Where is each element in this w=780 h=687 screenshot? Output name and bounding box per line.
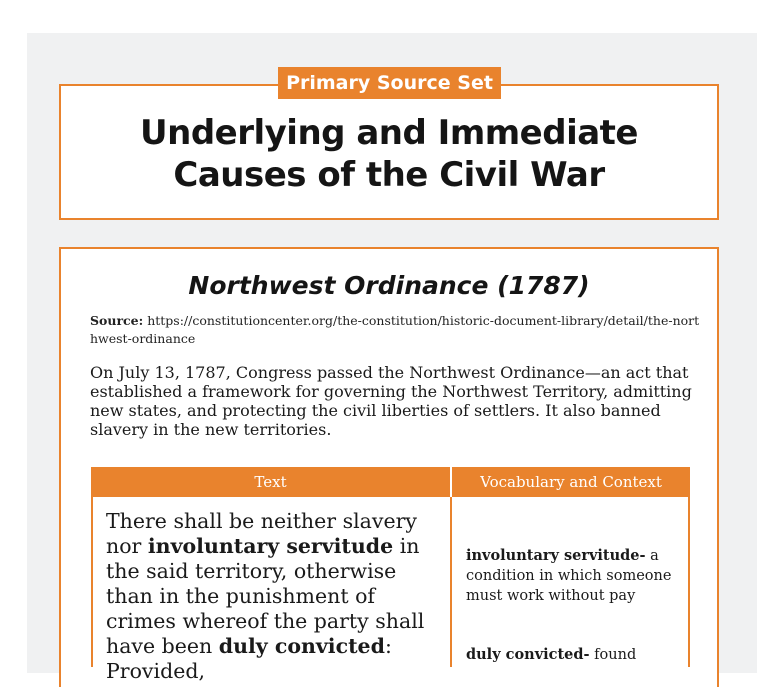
source-url: https://constitutioncenter.org/the-constitution/historic-document-library/detail/the-northwest-ordinance xyxy=(90,313,700,346)
vocab-term: duly convicted- xyxy=(466,646,590,663)
table-header-text: Text xyxy=(91,467,450,497)
text-segment: There shall be neither slavery nor xyxy=(106,509,417,558)
table-column-divider xyxy=(450,467,452,667)
table-header-vocabulary: Vocabulary and Context xyxy=(452,467,690,497)
vocab-term: involuntary servitude- xyxy=(466,547,646,564)
table-border-left xyxy=(91,467,93,667)
table-border-right xyxy=(688,467,690,667)
vocab-entry xyxy=(466,645,686,665)
source-table xyxy=(91,467,690,683)
vocab-definition: found xyxy=(589,647,637,663)
title-line-1: Underlying and Immediate xyxy=(140,113,638,153)
table-header-divider xyxy=(450,467,452,497)
vocab-entry xyxy=(466,546,686,606)
source-citation xyxy=(90,312,700,348)
primary-source-set-badge: Primary Source Set xyxy=(278,67,501,99)
page-title xyxy=(59,112,719,196)
vocab-definition: a condition in which someone must work without pay xyxy=(466,548,672,604)
title-line-2: Causes of the Civil War xyxy=(173,155,605,195)
text-term-involuntary-servitude: involuntary servitude xyxy=(147,534,394,558)
text-term-duly-convicted: duly convicted xyxy=(218,634,385,658)
source-label: Source: xyxy=(90,313,144,328)
primary-text-cell xyxy=(106,509,446,684)
document-title: Northwest Ordinance (1787) xyxy=(188,271,590,300)
text-segment: in the said territory, otherwise than in the punishment of crimes whereof the party shall have been xyxy=(106,534,425,658)
intro-paragraph: On July 13, 1787, Congress passed the Northwest Ordinance—an act that established a framework for governing the Northwest Territory, admitting new states, and protecting the civil liberties of settlers. It also banned slavery in the new territories. xyxy=(90,363,692,439)
text-segment: : Provided, xyxy=(106,634,392,683)
